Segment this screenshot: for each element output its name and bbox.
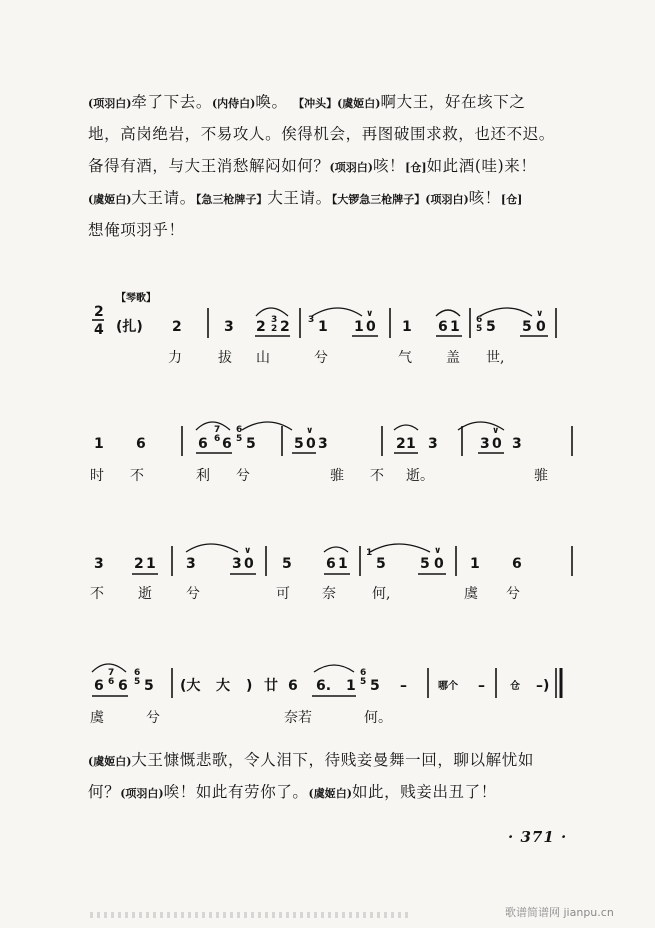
lyric: 拔	[218, 350, 232, 366]
prose-text: 咳！	[372, 157, 406, 175]
prose-line	[88, 776, 588, 808]
lyric: 不	[370, 468, 384, 484]
note: 6	[198, 436, 208, 452]
speaker-tag: (虞姬白)	[88, 193, 132, 206]
lyric: 兮	[146, 710, 160, 726]
note: 0	[306, 436, 316, 452]
note: 0	[434, 556, 444, 572]
percussion-label: 哪个	[438, 681, 458, 692]
note: 1	[402, 319, 412, 335]
lyric: 山	[256, 350, 270, 366]
prose-text: 想俺项羽乎！	[88, 221, 185, 239]
note: 3	[428, 436, 438, 452]
note: 6	[326, 556, 336, 572]
section-label: 【琴歌】	[116, 293, 156, 304]
note: 5	[420, 556, 430, 572]
prose-text: 备得有酒，与大王消愁解闷如何？	[88, 157, 330, 175]
note: 5	[376, 556, 386, 572]
lyric: 奈若	[284, 710, 312, 726]
grace-note: 6	[476, 315, 483, 325]
note: 6	[222, 436, 232, 452]
note: 3	[94, 556, 104, 572]
note: 2	[280, 319, 290, 335]
note: 5	[522, 319, 532, 335]
lyric: 兮	[314, 350, 328, 366]
speaker-tag: (内侍白)	[211, 97, 256, 110]
prose-text: 唉！如此有劳你了。	[163, 783, 309, 801]
dash: –	[478, 678, 485, 694]
slur	[314, 665, 354, 672]
prose-text: 如此酒(哇)来！	[426, 157, 537, 175]
note: 1	[354, 319, 364, 335]
breath-mark: ∨	[306, 426, 314, 436]
note: 6.	[316, 678, 332, 694]
speaker-tag: (项羽白)	[120, 787, 164, 800]
lyric: 可	[276, 586, 290, 602]
dash: –)	[536, 678, 550, 694]
lyric: 虞	[464, 586, 478, 602]
grace-note: 6	[360, 668, 367, 678]
slur	[370, 544, 430, 552]
note: 5	[282, 556, 292, 572]
note: 6	[118, 678, 128, 694]
lyric: 兮	[186, 586, 200, 602]
prose-text: 咳！	[468, 189, 501, 207]
scan-artifact	[90, 912, 410, 918]
lyric: 时	[90, 468, 104, 484]
percussion-close: )	[246, 678, 253, 694]
slur	[394, 425, 418, 430]
speaker-tag: (项羽白)	[329, 161, 373, 174]
prose-line	[88, 744, 588, 776]
slur	[186, 544, 238, 552]
page-number: · 371 ·	[508, 828, 568, 846]
breath-mark: ∨	[244, 546, 252, 556]
note: 6	[94, 678, 104, 694]
breath-mark: ∨	[492, 426, 500, 436]
lyric: 逝	[138, 586, 152, 602]
slur	[436, 310, 460, 316]
time-sig-bottom: 4	[94, 322, 104, 338]
percussion-label: 仓	[510, 681, 520, 692]
speaker-tag: (虞姬白)	[308, 787, 352, 800]
lyric: 不	[130, 468, 144, 484]
note: 3	[318, 436, 328, 452]
lyric: 何。	[364, 710, 392, 726]
breath-mark: ∨	[366, 309, 374, 319]
slur	[312, 308, 362, 316]
lyric: 逝。	[406, 468, 434, 484]
lyric: 虞	[90, 710, 104, 726]
note: 3	[186, 556, 196, 572]
note: 1	[346, 678, 356, 694]
lyric: 盖	[446, 350, 460, 366]
prose-text: 大王请。	[267, 189, 332, 207]
note: 1	[318, 319, 328, 335]
note: 5	[486, 319, 496, 335]
grace-note: 1	[366, 548, 373, 558]
breath-mark: ∨	[434, 546, 442, 556]
note: 6	[438, 319, 448, 335]
dash: –	[400, 678, 407, 694]
lyric: 兮	[506, 586, 520, 602]
grace-note: 6	[236, 425, 243, 435]
grace-note: 5	[236, 434, 243, 444]
note: 1	[94, 436, 104, 452]
grace-note: 6	[214, 434, 221, 444]
lead-zha: (扎)	[116, 319, 143, 335]
percussion: 大	[216, 678, 230, 694]
time-sig-top: 2	[94, 304, 104, 320]
note: 5	[144, 678, 154, 694]
lyric: 利	[196, 468, 210, 484]
speaker-tag: (项羽白)	[88, 97, 132, 110]
slur	[196, 422, 230, 430]
prose-text: 大王请。	[131, 189, 196, 207]
watermark: 歌谱简谱网 jianpu.cn	[505, 906, 614, 919]
note: 1	[406, 436, 416, 452]
speaker-tag: [仓]	[405, 161, 427, 174]
note: 0	[366, 319, 376, 335]
note: 1	[146, 556, 156, 572]
note: 1	[338, 556, 348, 572]
note: 2	[172, 319, 182, 335]
slur	[324, 547, 348, 552]
prose-text: 地，高岗绝岩，不易攻人。俟得机会，再图破围求救，也还不迟。	[88, 125, 555, 143]
prose-text: 牵了下去。	[131, 93, 212, 111]
grace-note: 6	[108, 677, 115, 687]
note: 3	[480, 436, 490, 452]
speaker-tag: (虞姬白)	[88, 755, 132, 768]
note: 5	[370, 678, 380, 694]
note: 6	[288, 678, 298, 694]
note: 2	[134, 556, 144, 572]
note: 5	[294, 436, 304, 452]
note: 3	[224, 319, 234, 335]
breath-mark: ∨	[536, 309, 544, 319]
lyric: 奈	[322, 586, 336, 602]
grace-note: 5	[476, 324, 483, 334]
grace-note: 3	[271, 315, 278, 325]
note: 5	[246, 436, 256, 452]
grace-note: 3	[308, 315, 315, 325]
lyric: 不	[90, 586, 104, 602]
speaker-tag: [仓]	[500, 193, 523, 206]
lyric: 骓	[534, 468, 548, 484]
note: 1	[450, 319, 460, 335]
grace-note: 6	[134, 668, 141, 678]
speaker-tag: 【急三枪牌子】	[195, 193, 268, 206]
note: 0	[536, 319, 546, 335]
note: 6	[136, 436, 146, 452]
grace-note: 7	[108, 668, 115, 678]
prose-text: 何？	[88, 783, 121, 801]
note: 0	[244, 556, 254, 572]
note: 1	[470, 556, 480, 572]
percussion-lead: (大	[180, 678, 201, 694]
slur	[480, 308, 532, 316]
note: 2	[256, 319, 266, 335]
lyric: 世,	[486, 350, 505, 366]
lyric: 兮	[236, 468, 250, 484]
prose-text: 如此，贱妾出丑了！	[351, 783, 497, 801]
speaker-tag: 【冲头】(虞姬白)	[293, 97, 381, 110]
note: 0	[492, 436, 502, 452]
prose-text: 喚。	[255, 93, 294, 111]
speaker-tag: 【大锣急三枪牌子】(项羽白)	[331, 193, 469, 206]
tempo-mark: 廿	[264, 678, 278, 694]
prose-text: 啊大王，好在垓下之	[380, 93, 526, 111]
lyric: 骓	[330, 468, 344, 484]
grace-note: 7	[214, 425, 221, 435]
note: 3	[232, 556, 242, 572]
lyric: 气	[398, 350, 412, 366]
note: 2	[396, 436, 406, 452]
lyric: 何,	[372, 586, 391, 602]
lyric: 力	[168, 350, 182, 366]
grace-note: 5	[360, 677, 367, 687]
prose-bottom	[88, 744, 588, 808]
slur	[242, 422, 292, 430]
grace-note: 2	[271, 324, 278, 334]
grace-note: 5	[134, 677, 141, 687]
prose-text: 大王慷慨悲歌，令人泪下，待贱妾曼舞一回，聊以解忧如	[131, 751, 534, 769]
note: 6	[512, 556, 522, 572]
note: 3	[512, 436, 522, 452]
